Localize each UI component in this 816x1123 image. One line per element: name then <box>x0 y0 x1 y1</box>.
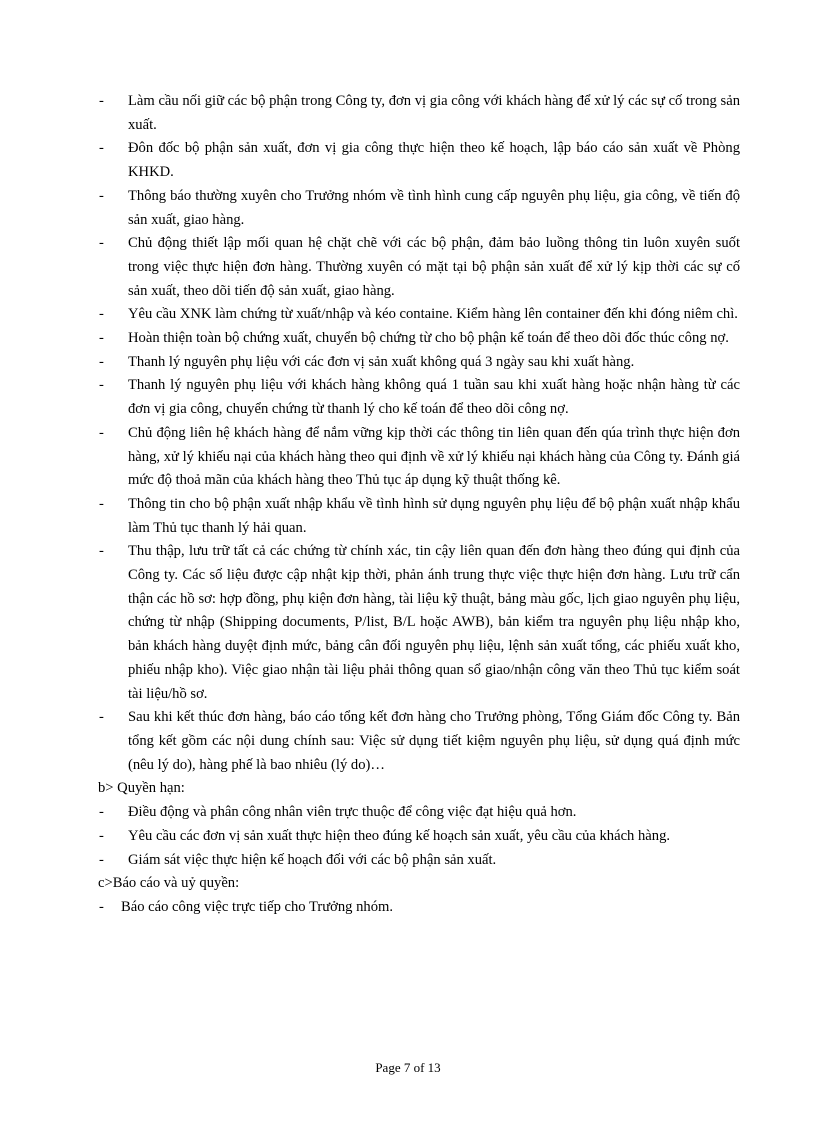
list-item-text: Yêu cầu XNK làm chứng từ xuất/nhập và kéo containe. Kiểm hàng lên container đến khi đóng niêm chì. <box>128 306 738 323</box>
list-item-text: Báo cáo công việc trực tiếp cho Trưởng nhóm. <box>121 898 393 915</box>
list-item-text: Đôn đốc bộ phận sản xuất, đơn vị gia công thực hiện theo kế hoạch, lập báo cáo sản xuất về Phòng KHKD. <box>128 140 740 181</box>
document-body <box>96 90 740 920</box>
section-b-heading: b> Quyền hạn: <box>98 780 185 797</box>
list-item <box>96 801 740 825</box>
list-item <box>96 493 740 540</box>
bullet-dash: - <box>99 235 104 252</box>
bullet-dash: - <box>99 709 104 726</box>
page-number-footer: Page 7 of 13 <box>375 1060 441 1075</box>
list-item-text: Yêu cầu các đơn vị sản xuất thực hiện theo đúng kế hoạch sản xuất, yêu cầu của khách hàng. <box>128 827 671 844</box>
bullet-dash: - <box>99 495 104 512</box>
bullet-dash: - <box>99 187 104 204</box>
list-item <box>96 327 740 351</box>
list-item-text: Làm cầu nối giữ các bộ phận trong Công ty, đơn vị gia công với khách hàng để xử lý các sự cố trong sản xuất. <box>128 93 740 133</box>
section-a-list <box>96 90 740 777</box>
list-item-text: Thu thập, lưu trữ tất cả các chứng từ chính xác, tin cậy liên quan đến đơn hàng theo đúng qui định của Công ty. Các số liệu được cập nhật kịp thời, phản ánh trung thực việc thực hiện đơn hàng. Lưu trữ cẩn thận các hồ sơ: hợp đồng, phụ kiện đơn hàng, tài liệu kỹ thuật, bảng màu gốc, lịch giao nguyên phụ liệu, chứng từ nhập (Shipping documents, P/list, B/L hoặc AWB), bản kiểm tra nguyên phụ liệu nhập kho, bản khách hàng duyệt định mức, bảng cân đối nguyên phụ liệu, lệnh sản xuất tổng, các phiếu xuất kho, phiếu nhập kho). Việc giao nhận tài liệu phải thông quan sổ giao/nhận công văn theo Thủ tục kiểm soát tài liệu/hồ sơ. <box>128 543 740 702</box>
list-item-text: Giám sát việc thực hiện kế hoạch đối với các bộ phận sản xuất. <box>128 851 497 868</box>
list-item-text: Thông tin cho bộ phận xuất nhập khẩu về tình hình sử dụng nguyên phụ liệu để bộ phận xuất nhập khẩu làm Thủ tục thanh lý hải quan. <box>128 495 740 536</box>
section-b-list <box>96 801 740 872</box>
bullet-dash: - <box>99 851 104 868</box>
list-item <box>96 90 740 137</box>
list-item <box>96 896 740 920</box>
list-item <box>96 303 740 327</box>
section-c-heading: c>Báo cáo và uỷ quyền: <box>98 875 240 892</box>
list-item-text: Thanh lý nguyên phụ liệu với các đơn vị sản xuất không quá 3 ngày sau khi xuất hàng. <box>128 353 635 370</box>
list-item-text: Hoàn thiện toàn bộ chứng xuất, chuyển bộ chứng từ cho bộ phận kế toán để theo dõi đốc thúc công nợ. <box>128 330 729 347</box>
section-c-list <box>96 896 740 920</box>
bullet-dash: - <box>99 330 104 347</box>
list-item <box>96 232 740 303</box>
bullet-dash: - <box>99 353 104 370</box>
bullet-dash: - <box>99 140 104 157</box>
list-item <box>96 351 740 375</box>
bullet-dash: - <box>99 898 104 915</box>
bullet-dash: - <box>99 377 104 394</box>
bullet-dash: - <box>99 827 104 844</box>
list-item <box>96 825 740 849</box>
list-item <box>96 422 740 493</box>
list-item-text: Điều động và phân công nhân viên trực thuộc để công việc đạt hiệu quả hơn. <box>128 804 577 821</box>
list-item-text: Sau khi kết thúc đơn hàng, báo cáo tổng kết đơn hàng cho Trưởng phòng, Tổng Giám đốc Công ty. Bản tổng kết gồm các nội dung chính sau: Việc sử dụng tiết kiệm nguyên phụ liệu, sử dụng quá định mức (nêu lý do), hàng phế là bao nhiêu (lý do)… <box>128 709 740 773</box>
list-item <box>96 137 740 184</box>
list-item <box>96 185 740 232</box>
list-item-text: Thanh lý nguyên phụ liệu với khách hàng không quá 1 tuần sau khi xuất hàng hoặc nhận hàng từ các đơn vị gia công, chuyển chứng từ thanh lý cho kế toán để theo dõi công nợ. <box>128 377 740 418</box>
bullet-dash: - <box>99 543 104 560</box>
list-item-text: Chủ động liên hệ khách hàng để nắm vững kịp thời các thông tin liên quan đến qúa trình thực hiện đơn hàng, xử lý khiếu nại của khách hàng theo qui định về xử lý khiếu nại khách hàng của Công ty. Đánh giá mức độ thoả mãn của khách hàng theo Thủ tục áp dụng kỹ thuật thống kê. <box>128 424 740 489</box>
list-item-text: Chủ động thiết lập mối quan hệ chặt chẽ với các bộ phận, đảm bảo luồng thông tin luôn xuyên suốt trong việc thực hiện đơn hàng. Thường xuyên có mặt tại bộ phận sản xuất để xử lý kịp thời các sự cố sản xuất, theo dõi tiến độ sản xuất, giao hàng. <box>128 235 740 299</box>
list-item-text: Thông báo thường xuyên cho Trưởng nhóm về tình hình cung cấp nguyên phụ liệu, gia công, về tiến độ sản xuất, giao hàng. <box>128 187 740 228</box>
bullet-dash: - <box>99 93 104 109</box>
bullet-dash: - <box>99 306 104 323</box>
bullet-dash: - <box>99 804 104 821</box>
bullet-dash: - <box>99 424 104 441</box>
list-item <box>96 374 740 421</box>
list-item <box>96 706 740 777</box>
list-item <box>96 540 740 706</box>
list-item <box>96 849 740 873</box>
